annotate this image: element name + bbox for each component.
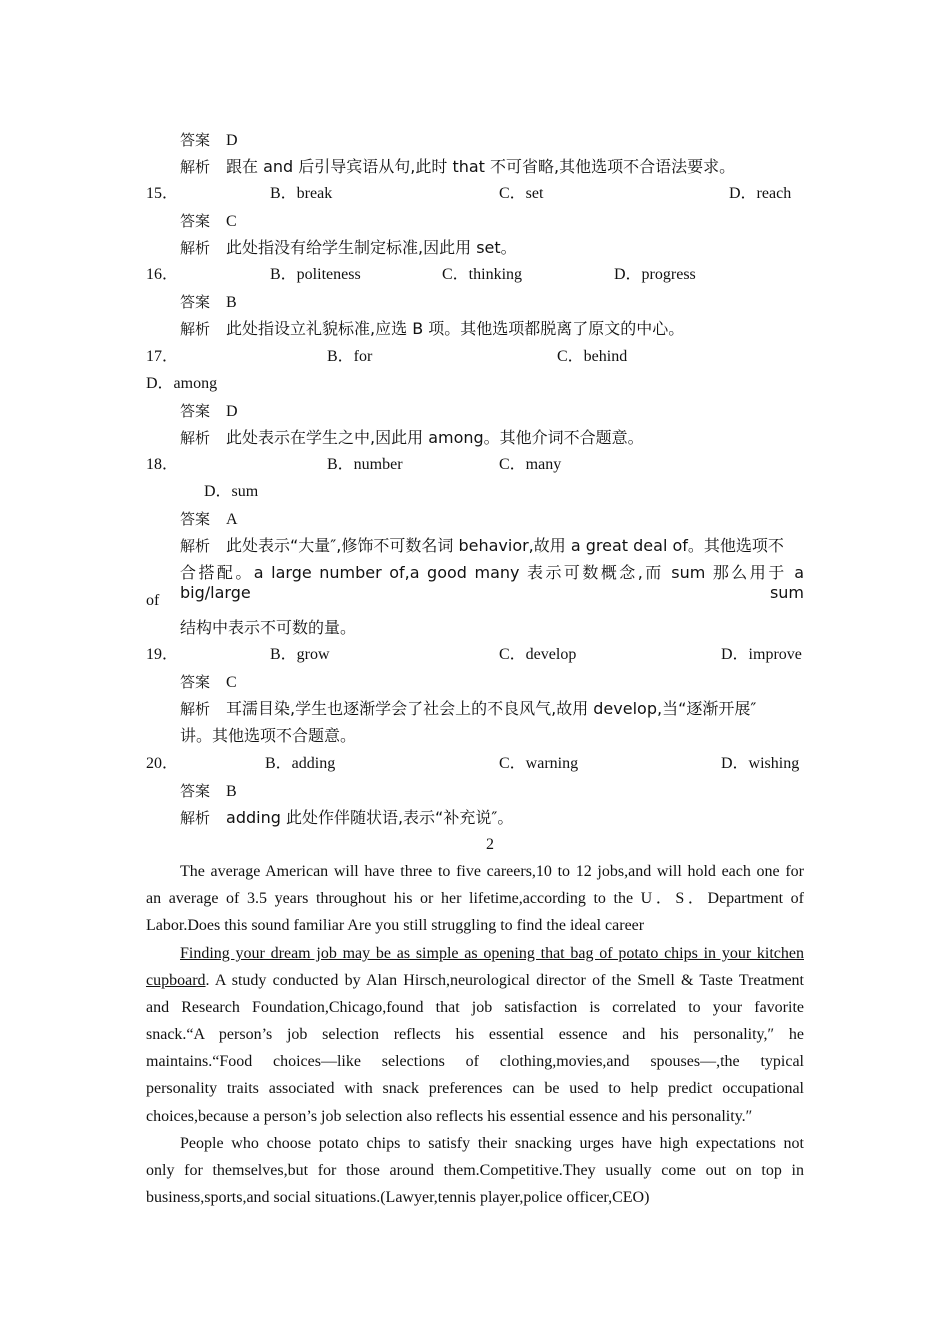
q20-option-b: B．adding: [265, 755, 336, 772]
q15-option-c: C．set: [499, 185, 544, 202]
analysis-label: 解析: [180, 537, 211, 555]
q18-analysis-1: 此处表示“大量″,修饰不可数名词 behavior,故用 a great deal of。其他选项不: [226, 536, 784, 555]
q15-analysis-line: [180, 238, 517, 259]
q17-number: 17．: [146, 348, 179, 365]
q19-answer: C: [226, 674, 237, 691]
q17-answer-line: [180, 401, 238, 422]
q15-analysis: 此处指没有给学生制定标准,因此用 set。: [226, 238, 517, 257]
q18-analysis-2: 合搭配。a large number of,a good many 表示可数概念,而 sum 那么用于 a big/large sum: [180, 563, 804, 602]
q14-analysis-line: [180, 157, 735, 178]
answer-label: 答案: [180, 673, 211, 691]
q19-analysis-line: [180, 699, 756, 720]
q19-option-b: B．grow: [270, 646, 330, 663]
answer-label: 答案: [180, 212, 211, 230]
q16-option-d: D．progress: [614, 266, 696, 283]
q17-option-c: C．behind: [557, 348, 628, 365]
q19-analysis-1: 耳濡目染,学生也逐渐学会了社会上的不良风气,故用 develop,当“逐渐开展″: [226, 699, 757, 718]
q15-answer: C: [226, 213, 237, 230]
q20-option-d: D．wishing: [721, 755, 800, 772]
underlined-word: cupboard: [146, 972, 206, 989]
q16-answer: B: [226, 294, 237, 311]
q20-answer: B: [226, 783, 237, 800]
q16-number: 16．: [146, 266, 179, 283]
passage-p1-line1: The average American will have three to five careers,10 to 12 jobs,and will hold each one for: [180, 863, 804, 880]
analysis-label: 解析: [180, 239, 211, 257]
q17-option-b: B．for: [327, 348, 373, 365]
passage-p2-line1: Finding your dream job may be as simple as opening that bag of potato chips in your kitchen: [180, 945, 804, 962]
q19-answer-line: [180, 672, 237, 693]
q17-analysis-line: [180, 428, 644, 449]
q19-analysis-2: 讲。其他选项不合题意。: [180, 726, 357, 745]
q15-option-d: D．reach: [729, 185, 792, 202]
q16-option-c: C．thinking: [442, 266, 523, 283]
analysis-label: 解析: [180, 809, 211, 827]
q16-answer-line: [180, 292, 237, 313]
q16-analysis: 此处指设立礼貌标准,应选 B 项。其他选项都脱离了原文的中心。: [226, 319, 685, 338]
q17-option-d: D．among: [146, 375, 218, 392]
q18-analysis-3: of: [146, 592, 160, 609]
analysis-label: 解析: [180, 158, 211, 176]
q19-number: 19．: [146, 646, 179, 663]
passage-p3-line2: only for themselves,but for those around them.Competitive.They usually come out on top in: [146, 1162, 804, 1179]
analysis-label: 解析: [180, 320, 211, 338]
passage-p2-line5: maintains.“Food choices—like selections of clothing,movies,and spouses—,the typical: [146, 1053, 804, 1070]
analysis-label: 解析: [180, 700, 211, 718]
passage-p3-line1: People who choose potato chips to satisfy their snacking urges have high expectations not: [180, 1135, 804, 1152]
section-number: 2: [486, 836, 494, 853]
analysis-label: 解析: [180, 429, 211, 447]
q20-number: 20．: [146, 755, 179, 772]
q20-analysis-line: [180, 808, 513, 829]
passage-p1-line3: Labor.Does this sound familiar Are you still struggling to find the ideal career: [146, 917, 645, 934]
q20-option-c: C．warning: [499, 755, 579, 772]
q14-analysis: 跟在 and 后引导宾语从句,此时 that 不可省略,其他选项不合语法要求。: [226, 157, 736, 176]
q20-answer-line: [180, 781, 237, 802]
answer-label: 答案: [180, 293, 211, 311]
q18-analysis-4: 结构中表示不可数的量。: [180, 618, 357, 637]
passage-p2-line2: [146, 971, 804, 991]
passage-p3-line3: business,sports,and social situations.(Lawyer,tennis player,police officer,CEO): [146, 1189, 650, 1206]
passage-p2-line7: choices,because a person’s job selection also reflects his essential essence and his personality.″: [146, 1108, 753, 1125]
answer-label: 答案: [180, 402, 211, 420]
q18-option-b: B．number: [327, 456, 403, 473]
q16-option-b: B．politeness: [270, 266, 361, 283]
passage-p1-line2: an average of 3.5 years throughout his or her lifetime,according to the U．S．Department of: [146, 890, 804, 907]
answer-label: 答案: [180, 782, 211, 800]
q17-analysis: 此处表示在学生之中,因此用 among。其他介词不合题意。: [226, 428, 644, 447]
passage-p2-line4: snack.“A person’s job selection reflects his essential essence and his personality,″ he: [146, 1026, 804, 1043]
answer-label: 答案: [180, 510, 211, 528]
q18-option-d: D．sum: [204, 483, 259, 500]
q18-option-c: C．many: [499, 456, 562, 473]
q14-answer: D: [226, 132, 238, 149]
q16-analysis-line: [180, 319, 684, 340]
q15-number: 15．: [146, 185, 179, 202]
q17-answer: D: [226, 403, 238, 420]
passage-p2-line6: personality traits associated with snack preferences can be used to help predict occupational: [146, 1080, 804, 1097]
q19-option-d: D．improve: [721, 646, 802, 663]
q14-answer-line: [180, 130, 238, 151]
passage-p2-line3: and Research Foundation,Chicago,found that job satisfaction is correlated to your favorite: [146, 999, 804, 1016]
q20-analysis: adding 此处作伴随状语,表示“补充说″。: [226, 808, 514, 827]
q18-answer: A: [226, 511, 238, 528]
q18-answer-line: [180, 509, 238, 530]
q15-answer-line: [180, 211, 237, 232]
answer-label: 答案: [180, 131, 211, 149]
q18-analysis-line: [180, 536, 784, 557]
q15-option-b: B．break: [270, 185, 333, 202]
q18-number: 18．: [146, 456, 179, 473]
passage-p2-line2-rest: . A study conducted by Alan Hirsch,neurological director of the Smell & Taste Treatment: [205, 972, 804, 989]
q19-option-c: C．develop: [499, 646, 577, 663]
